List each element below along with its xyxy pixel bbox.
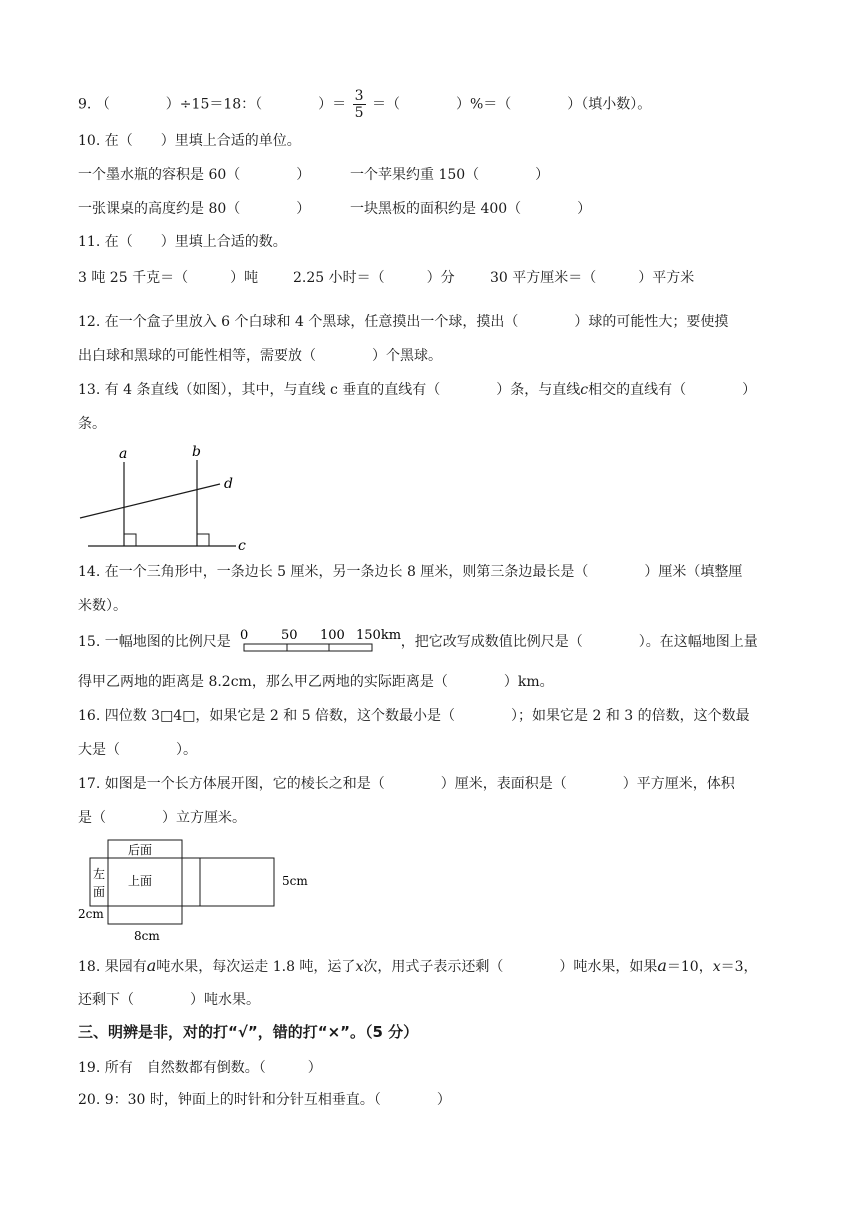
q9-part1: （ ）÷15＝18：（ ）＝ — [95, 96, 347, 113]
q18-part2: 吨水果，每次运走 1.8 吨，运了 — [156, 959, 356, 975]
q10-item-3: 一张课桌的高度约是 80（ ） — [78, 201, 311, 217]
label-depth: 2cm — [78, 907, 104, 921]
label-left-1: 左 — [93, 867, 106, 881]
q13-var-c: c — [580, 382, 589, 398]
q19-line: 19. 所有 自然数都有倒数。（ ） — [78, 1060, 322, 1076]
frac-numerator: 3 — [354, 88, 364, 104]
q18-line-1 — [78, 956, 758, 977]
q18-eq2: ＝3， — [720, 959, 758, 975]
q18-line-2: 还剩下（ ）吨水果。 — [78, 992, 260, 1008]
scale-bar — [244, 644, 372, 651]
q15-line-1 — [78, 632, 758, 652]
q18-part1: 18. 果园有 — [78, 959, 147, 975]
label-d: d — [224, 476, 233, 492]
q14-line-2: 米数）。 — [78, 598, 127, 614]
scale-label-0: 0 — [240, 628, 249, 643]
q15-part2: ，把它改写成数值比例尺是（ ）。在这幅地图上量 — [400, 634, 758, 650]
label-top: 上面 — [128, 874, 153, 888]
q13-line-2: 条。 — [78, 416, 106, 432]
q10-item-2: 一个苹果约重 150（ ） — [350, 167, 550, 183]
q13-part2: 相交的直线有（ ） — [588, 382, 757, 398]
scale-label-50: 50 — [281, 628, 298, 643]
q11-item-1: 3 吨 25 千克＝（ ）吨 — [78, 270, 259, 286]
label-width: 8cm — [134, 929, 160, 943]
label-a: a — [119, 446, 128, 462]
q15-part1: 15. 一幅地图的比例尺是 — [78, 634, 231, 650]
q18-eq1: ＝10， — [666, 959, 713, 975]
q13-part1: 13. 有 4 条直线（如图），其中，与直线 c 垂直的直线有（ ）条，与直线 — [78, 382, 581, 398]
scale-label-100: 100 — [320, 628, 345, 643]
q18-var-a2: a — [657, 956, 667, 975]
label-back: 后面 — [128, 843, 153, 857]
q14-line-1: 14. 在一个三角形中，一条边长 5 厘米，另一条边长 8 厘米，则第三条边最长是（ ）厘米（填整厘 — [78, 564, 743, 580]
q18-var-x2: x — [712, 959, 721, 975]
face-right — [182, 858, 200, 906]
label-c: c — [238, 538, 246, 554]
q10-item-4: 一块黑板的面积约是 400（ ） — [350, 201, 592, 217]
q18-var-x: x — [355, 959, 364, 975]
q17-line-2: 是（ ）立方厘米。 — [78, 810, 246, 826]
q9-part2: ＝（ ）%＝（ ）（填小数）。 — [372, 96, 652, 113]
q9-line — [78, 88, 651, 121]
scale-label-150km: 150km — [356, 628, 402, 643]
q13-line-1 — [78, 380, 756, 400]
q18-part3: 次，用式子表示还剩（ ）吨水果，如果 — [363, 959, 658, 975]
q13-lines-figure — [78, 440, 258, 555]
face-bottom — [200, 858, 274, 906]
line-d — [80, 484, 220, 518]
q10-title: 10. 在（ ）里填上合适的单位。 — [78, 133, 301, 149]
q17-line-1: 17. 如图是一个长方体展开图，它的棱长之和是（ ）厘米，表面积是（ ）平方厘米，体积 — [78, 776, 735, 792]
q11-title: 11. 在（ ）里填上合适的数。 — [78, 234, 287, 250]
label-height: 5cm — [282, 874, 308, 888]
q9-fraction — [353, 88, 366, 121]
scale-bar-figure — [238, 624, 410, 658]
label-b: b — [192, 444, 201, 460]
q18-var-a: a — [146, 956, 157, 975]
q16-line-1: 16. 四位数 3□4□，如果它是 2 和 5 倍数，这个数最小是（ ）；如果它是 2 和 3 的倍数，这个数最 — [78, 708, 750, 724]
label-left-2: 面 — [93, 885, 106, 899]
frac-denominator: 5 — [354, 105, 364, 121]
q15-line-2: 得甲乙两地的距离是 8.2cm，那么甲乙两地的实际距离是（ ）km。 — [78, 674, 554, 690]
q11-item-2: 2.25 小时＝（ ）分 — [293, 270, 455, 286]
right-angle-mark-b — [197, 534, 209, 546]
q16-line-2: 大是（ ）。 — [78, 742, 197, 758]
right-angle-mark-a — [124, 534, 136, 546]
section-3-heading: 三、明辨是非，对的打“√”，错的打“×”。（5 分） — [78, 1023, 419, 1041]
cuboid-net-figure — [78, 838, 328, 946]
q20-line: 20. 9：30 时，钟面上的时针和分针互相垂直。（ ） — [78, 1092, 451, 1108]
q11-item-3: 30 平方厘米＝（ ）平方米 — [490, 270, 695, 286]
q12-line-1: 12. 在一个盒子里放入 6 个白球和 4 个黑球，任意摸出一个球，摸出（ ）球的可能性大；要使摸 — [78, 314, 729, 330]
q12-line-2: 出白球和黑球的可能性相等，需要放（ ）个黑球。 — [78, 348, 442, 364]
q9-number: 9. — [78, 96, 92, 113]
face-front — [108, 906, 182, 924]
q10-item-1: 一个墨水瓶的容积是 60（ ） — [78, 167, 311, 183]
